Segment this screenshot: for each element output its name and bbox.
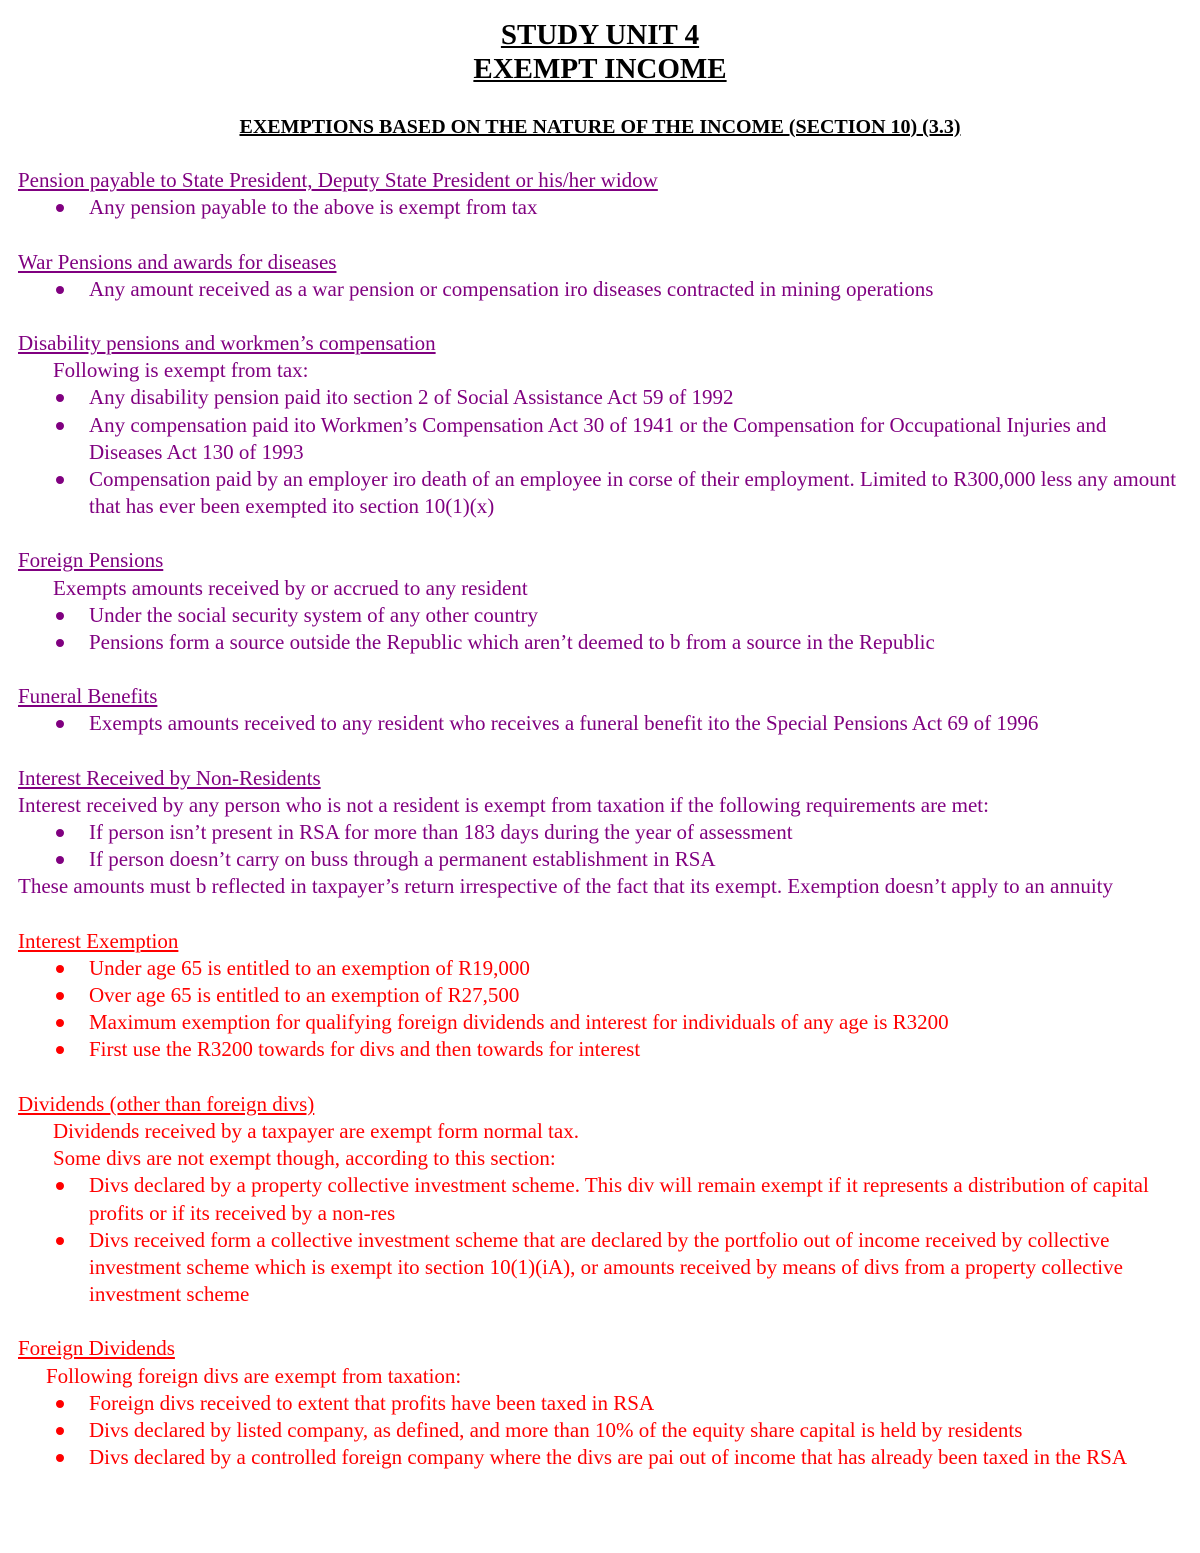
bullet-icon xyxy=(56,612,64,620)
list-item: Any compensation paid ito Workmen’s Compensation Act 30 of 1941 or the Compensation for Occupational Injuries and Diseases Act 130 of 1993 xyxy=(18,412,1182,466)
list-item: Under age 65 is entitled to an exemption of R19,000 xyxy=(18,955,1182,982)
document-body xyxy=(0,167,1200,1471)
bullet-list xyxy=(18,1172,1182,1308)
section-war-pensions xyxy=(18,249,1182,303)
section-disability-pensions xyxy=(18,330,1182,520)
bullet-icon xyxy=(56,829,64,837)
section-intro: Some divs are not exempt though, according to this section: xyxy=(53,1146,556,1171)
section-intro: Dividends received by a taxpayer are exempt form normal tax. xyxy=(53,1118,579,1143)
list-item: Under the social security system of any other country xyxy=(18,602,1182,629)
bullet-list xyxy=(18,194,1182,221)
list-item: Pensions form a source outside the Republic which aren’t deemed to b from a source in the Republic xyxy=(18,629,1182,656)
study-unit-title: STUDY UNIT 4 xyxy=(500,19,700,51)
section-intro: Following is exempt from tax: xyxy=(53,358,309,383)
section-foreign-pensions xyxy=(18,547,1182,656)
list-item: Any disability pension paid ito section 2 of Social Assistance Act 59 of 1992 xyxy=(18,384,1182,411)
section-subtitle: EXEMPTIONS BASED ON THE NATURE OF THE INCOME (SECTION 10) (3.3) xyxy=(239,116,961,138)
bullet-list xyxy=(18,276,1182,303)
list-item: Divs declared by a controlled foreign company where the divs are pai out of income that has already been taxed in the RSA xyxy=(18,1444,1182,1471)
section-heading: Foreign Dividends xyxy=(18,1336,175,1361)
bullet-icon xyxy=(56,394,64,402)
section-state-president-pension xyxy=(18,167,1182,221)
bullet-icon xyxy=(56,476,64,484)
bullet-icon xyxy=(56,1454,64,1462)
list-item: First use the R3200 towards for divs and then towards for interest xyxy=(18,1036,1182,1063)
section-heading: Dividends (other than foreign divs) xyxy=(18,1091,315,1116)
list-item: Any amount received as a war pension or compensation iro diseases contracted in mining operations xyxy=(18,276,1182,303)
bullet-icon xyxy=(56,639,64,647)
bullet-icon xyxy=(56,1237,64,1245)
bullet-list xyxy=(18,710,1182,737)
section-heading: Funeral Benefits xyxy=(18,684,158,709)
list-item: Any pension payable to the above is exempt from tax xyxy=(18,194,1182,221)
list-item: Divs received form a collective investment scheme that are declared by the portfolio out of income received by collective investment scheme which is exempt ito section 10(1)(iA), or amounts received by means of divs from a property collective investment scheme xyxy=(18,1227,1182,1309)
list-item: Foreign divs received to extent that profits have been taxed in RSA xyxy=(18,1390,1182,1417)
bullet-icon xyxy=(56,1400,64,1408)
section-interest-exemption xyxy=(18,928,1182,1064)
list-item: If person doesn’t carry on buss through a permanent establishment in RSA xyxy=(18,846,1182,873)
bullet-list xyxy=(18,819,1182,873)
exempt-income-title: EXEMPT INCOME xyxy=(473,53,727,85)
bullet-icon xyxy=(56,1427,64,1435)
bullet-list xyxy=(18,1390,1182,1472)
list-item: Maximum exemption for qualifying foreign dividends and interest for individuals of any age is R3200 xyxy=(18,1009,1182,1036)
list-item: Exempts amounts received to any resident who receives a funeral benefit ito the Special Pensions Act 69 of 1996 xyxy=(18,710,1182,737)
section-note: These amounts must b reflected in taxpayer’s return irrespective of the fact that its exempt. Exemption doesn’t apply to an annuity xyxy=(18,874,1113,899)
list-item: Compensation paid by an employer iro death of an employee in corse of their employment. Limited to R300,000 less any amount that has ever been exempted ito section 10(1)(x) xyxy=(18,466,1182,520)
section-interest-non-residents xyxy=(18,765,1182,901)
list-item: Over age 65 is entitled to an exemption of R27,500 xyxy=(18,982,1182,1009)
section-heading: Interest Exemption xyxy=(18,928,179,953)
bullet-icon xyxy=(56,1019,64,1027)
bullet-icon xyxy=(56,286,64,294)
section-funeral-benefits xyxy=(18,683,1182,737)
section-heading: Interest Received by Non-Residents xyxy=(18,765,321,790)
bullet-list xyxy=(18,384,1182,520)
bullet-list xyxy=(18,955,1182,1064)
list-item: If person isn’t present in RSA for more than 183 days during the year of assessment xyxy=(18,819,1182,846)
list-item: Divs declared by a property collective investment scheme. This div will remain exempt if it represents a distribution of capital profits or if its received by a non-res xyxy=(18,1172,1182,1226)
bullet-icon xyxy=(56,992,64,1000)
section-heading: Foreign Pensions xyxy=(18,548,164,573)
section-intro: Exempts amounts received by or accrued to any resident xyxy=(53,575,528,600)
bullet-icon xyxy=(56,1182,64,1190)
bullet-icon xyxy=(56,1046,64,1054)
section-heading: War Pensions and awards for diseases xyxy=(18,249,337,274)
bullet-icon xyxy=(56,422,64,430)
list-item: Divs declared by listed company, as defined, and more than 10% of the equity share capital is held by residents xyxy=(18,1417,1182,1444)
section-heading: Pension payable to State President, Deputy State President or his/her widow xyxy=(18,168,658,193)
bullet-icon xyxy=(56,965,64,973)
section-intro: Interest received by any person who is not a resident is exempt from taxation if the following requirements are met: xyxy=(18,792,989,817)
section-intro: Following foreign divs are exempt from taxation: xyxy=(46,1363,462,1388)
section-dividends xyxy=(18,1091,1182,1309)
bullet-icon xyxy=(56,204,64,212)
section-foreign-dividends xyxy=(18,1335,1182,1471)
section-heading: Disability pensions and workmen’s compensation xyxy=(18,331,436,356)
bullet-icon xyxy=(56,720,64,728)
bullet-icon xyxy=(56,856,64,864)
bullet-list xyxy=(18,602,1182,656)
